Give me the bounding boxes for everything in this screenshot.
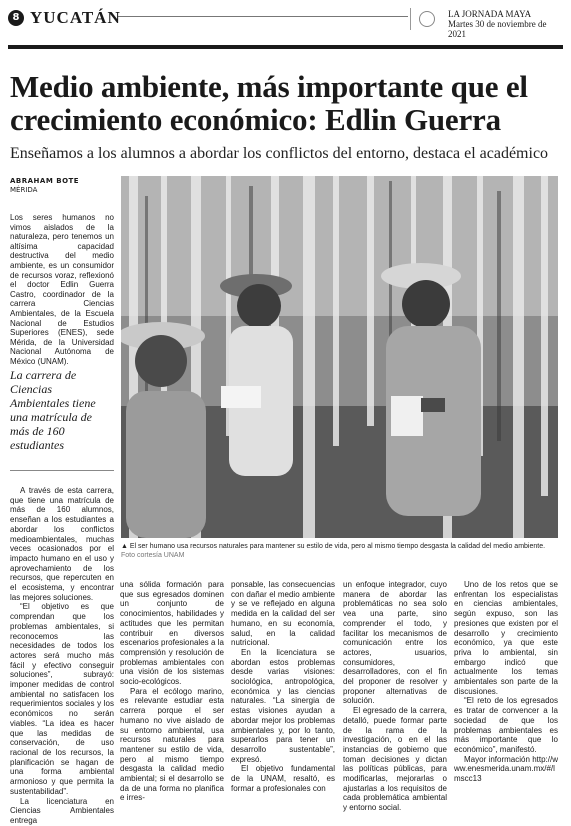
lead-paragraph: Los seres humanos no vimos aislados de la naturaleza, pero tenemos un altísima capacidad destructiva del medio ambiente, es un consumidor de recursos voraz, reflexionó el doctor Edlin Guerra Castro, coordinador de la carrera Ciencias Ambientales, de la Escuela Nacional de Estudios Superiores (ENES), sede Mérida, de la Universidad Nacional Autónoma de México (UNAM).: [10, 213, 114, 366]
publication-date: Martes 30 de noviembre de 2021: [448, 19, 547, 39]
page-header: [8, 8, 563, 39]
paragraph: El objetivo fundamental de la UNAM, resaltó, es formar a profesionales con: [231, 764, 335, 793]
photo-credit: Foto cortesía UNAM: [121, 552, 185, 559]
text-column-4: [343, 580, 447, 813]
caption-text: ▲ El ser humano usa recursos naturales para mantener su estilo de vida, pero al mismo tiempo desgasta la calidad del medio ambiente.: [121, 543, 546, 550]
paragraph: un enfoque integrador, cuyo manera de abordar las problemáticas no sea solo vea una parte, sino comprender el todo, y facilitar los mecanismos de comunicación entre los actores, usuarios, consumidores, desarrolladores, con el fin del proponer de resolver y proponer alternativas de solución.: [343, 580, 447, 706]
paragraph: Mayor información http://www.enesmerida.unam.mx/#/lmscc13: [454, 754, 558, 784]
subheadline: Enseñamos a los alumnos a abordar los conflictos del entorno, destaca el académico: [10, 145, 549, 162]
text-column-3: [231, 580, 335, 793]
paragraph: Para el ecólogo marino, es relevante estudiar esta carrera porque el ser humano no vive aislado de su entorno ambiental, usa recursos naturales para mantener su estilo de vida, pero al mismo tiempo desgasta la calidad medio ambiental; si el desarrollo se da de una forma no planifica e irres-: [120, 686, 224, 803]
article-photo: [121, 176, 558, 538]
paragraph: ponsable, las consecuencias con dañar el medio ambiente y se ve reflejado en alguna medida en la calidad del ser humano, en su economía, salud, en la calidad nutricional.: [231, 580, 335, 648]
paragraph: una sólida formación para que sus egresados dominen un conjunto de conocimientos, habilidades y actitudes que les permitan contribuir en diversos escenarios profesionales a la comprensión y resolución de problemas ambientales con una visión de los sistemas socio-ecológicos.: [120, 580, 224, 687]
section-name: YUCATÁN: [30, 8, 121, 27]
publication-info: [448, 9, 563, 39]
pull-quote: La carrera de Ciencias Ambientales tiene una matrícula de más de 160 estudiantes: [10, 368, 96, 452]
publication-name: LA JORNADA MAYA: [448, 9, 532, 19]
text-column-5: [454, 580, 558, 784]
paragraph: “El reto de los egresados es tratar de convencer a la sociedad de que los problemas ambientales es más importante que lo económico”, manifestó.: [454, 696, 558, 754]
text-column-2: [120, 580, 224, 803]
paragraph: El egresado de la carrera, detalló, puede formar parte de la rama de la investigación, o en el las instancias de gobierno que toman decisiones y dictan las políticas públicas, para modificarlas, mejorarlas o ajustarlas a los requisitos de cada problemática ambiental y entorno social.: [343, 706, 447, 813]
logo-icon: [410, 8, 437, 30]
paragraph: Uno de los retos que se enfrentan los especialistas en ciencias ambientales, según expuso, son las presiones que existen por el desarrollo y crecimiento económico, ya que este priva lo ambiental, sin embargo indicó que actualmente los temas ambientales son parte de la discusiones.: [454, 580, 558, 696]
headline: Medio ambiente, más importante que el crecimiento económico: Edlin Guerra: [10, 69, 528, 137]
photo-caption: [121, 542, 558, 560]
paragraph: A través de esta carrera, que tiene una matrícula de más de 160 alumnos, enseñan a los estudiantes a abordar los conflictos medioambientales, muchas veces ocasionados por el impacto humano en el uso y aprovechamiento de los recursos, que repercuten en el ecosistema, y encontrar las mejores soluciones.: [10, 486, 114, 602]
paragraph: La licenciatura en Ciencias Ambientales entrega: [10, 796, 114, 825]
paragraph: En la licenciatura se abordan estos problemas desde varias visiones: sociológica, antropológica, económica y las ciencias naturales. “La sinergia de estas visiones ayudan a abordar mejor los problemas ambientales y, por lo tanto, superarlos para tener un desarrollo sustentable”, expresó.: [231, 647, 335, 764]
header-rule: [118, 16, 408, 17]
page-number: 8: [8, 10, 24, 26]
forest-scene-image: [121, 176, 558, 538]
pull-quote-rule: [10, 470, 114, 471]
byline-author: ABRAHAM BOTE: [10, 177, 80, 185]
byline-place: MÉRIDA: [10, 186, 38, 194]
title-rule: [8, 45, 563, 49]
paragraph: “El objetivo es que comprendan que los problemas ambientales, si reconocemos las necesidades de todos los actores será mucho más fácil y efectivo conseguir soluciones”, subrayó: imponer medidas de control ambiental no satisfacen los requerimientos sociales y los económicos no serán viables. “La idea es hacer que las medidas de conservación, de uso racional de los recursos, la planificación se hagan de una forma ambiental armonioso y que permita la sustentabilidad”.: [10, 602, 114, 796]
text-column-1: [10, 486, 114, 826]
